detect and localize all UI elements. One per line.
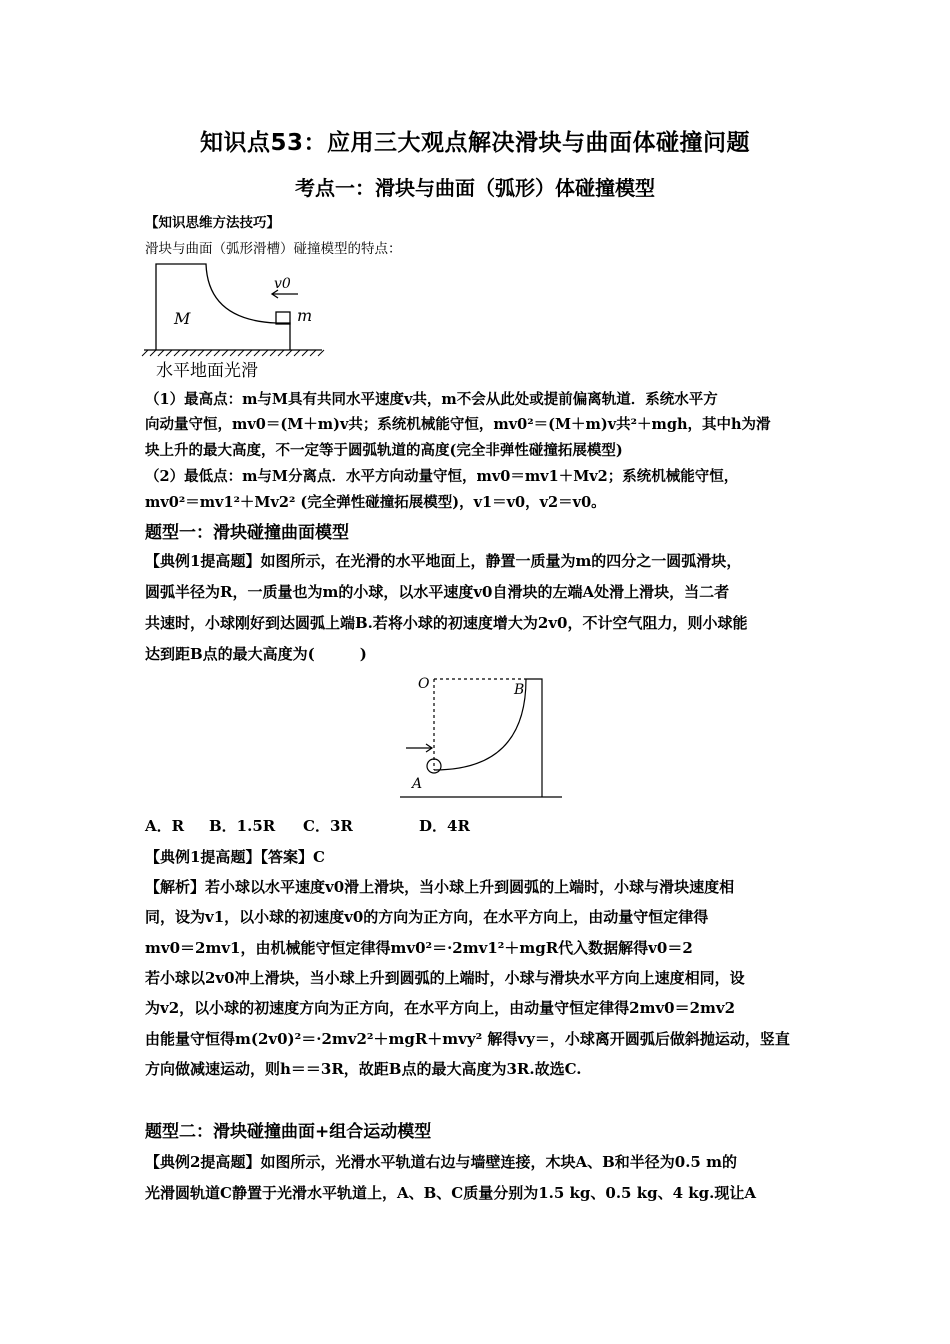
q2-line-2: 光滑圆轨道C静置于光滑水平轨道上，A、B、C质量分别为1.5 kg、0.5 kg、4 kg.现让A [145,1184,756,1202]
q1-line-2: 圆弧半径为R，一质量也为m的小球，以水平速度v0自滑块的左端A处滑上滑块，当二者 [145,583,730,601]
figure-slider-block [140,258,330,382]
section-subtitle: 考点一：滑块与曲面（弧形）体碰撞模型 [295,176,655,200]
label-O: O [418,676,430,692]
q1-answer: 【典例1提高题】【答案】C [145,848,325,866]
label-B: B [514,682,525,698]
label-ground: 水平地面光滑 [156,361,258,381]
analysis-line-3: mv0＝2mv1，由机械能守恒定律得mv0²＝·2mv1²＋mgR代入数据解得v0＝2 [145,939,693,957]
point-1-line-3: 块上升的最大高度，不一定等于圆弧轨道的高度(完全非弹性碰撞拓展模型) [145,442,623,459]
method-tag: 【知识思维方法技巧】 [145,215,280,231]
point-1-line-1: （1）最高点：m与M具有共同水平速度v共，m不会从此处或提前偏离轨道．系统水平方 [145,391,718,408]
analysis-line-4: 若小球以2v0冲上滑块，当小球上升到圆弧的上端时，小球与滑块水平方向上速度相同，设 [145,969,745,987]
option-b: B．1.5R [209,817,276,835]
page-title: 知识点53：应用三大观点解决滑块与曲面体碰撞问题 [199,130,750,156]
analysis-line-2: 同，设为v1，以小球的初速度v0的方向为正方向，在水平方向上，由动量守恒定律得 [145,908,709,926]
q1-options [145,815,810,836]
figure-ball-arc [400,670,570,805]
type2-heading: 题型二：滑块碰撞曲面+组合运动模型 [145,1122,432,1142]
q1-line-1: 【典例1提高题】如图所示，在光滑的水平地面上，静置一质量为m的四分之一圆弧滑块， [145,552,742,570]
type1-heading: 题型一：滑块碰撞曲面模型 [145,523,349,543]
q1-line-4: 达到距B点的最大高度为( ) [145,645,367,663]
q2-line-1: 【典例2提高题】如图所示，光滑水平轨道右边与墙壁连接，木块A、B和半径为0.5 m的 [145,1153,737,1171]
analysis-line-6: 由能量守恒得m(2v0)²＝·2mv2²＋mgR＋mvy² 解得vy＝，小球离开圆弧后做斜抛运动，竖直 [145,1030,790,1048]
label-M: M [174,309,191,328]
analysis-line-1: 【解析】若小球以水平速度v0滑上滑块，当小球上升到圆弧的上端时，小球与滑块速度相 [145,878,735,896]
intro-text: 滑块与曲面（弧形滑槽）碰撞模型的特点： [145,241,402,257]
q1-line-3: 共速时，小球刚好到达圆弧上端B.若将小球的初速度增大为2v0，不计空气阻力，则小球能 [145,614,748,632]
option-c: C．3R [303,817,353,835]
option-a: A．R [145,817,185,835]
point-2-line-1: （2）最低点：m与M分离点．水平方向动量守恒，mv0＝mv1＋Mv2；系统机械能守恒， [145,468,739,485]
label-A: A [412,776,423,792]
label-m: m [297,306,313,325]
analysis-line-7: 方向做减速运动，则h＝＝3R，故距B点的最大高度为3R.故选C. [145,1060,582,1078]
analysis-line-5: 为v2，以小球的初速度方向为正方向，在水平方向上，由动量守恒定律得2mv0＝2mv2 [145,999,736,1017]
point-2-line-2: mv0²＝mv1²＋Mv2² (完全弹性碰撞拓展模型)，v1＝v0，v2＝v0。 [145,494,606,511]
label-v0: v0 [274,276,291,292]
point-1-line-2: 向动量守恒，mv0＝(M＋m)v共；系统机械能守恒，mv0²＝(M＋m)v共²＋mgh，其中h为滑 [145,416,771,433]
option-d: D．4R [419,817,470,835]
